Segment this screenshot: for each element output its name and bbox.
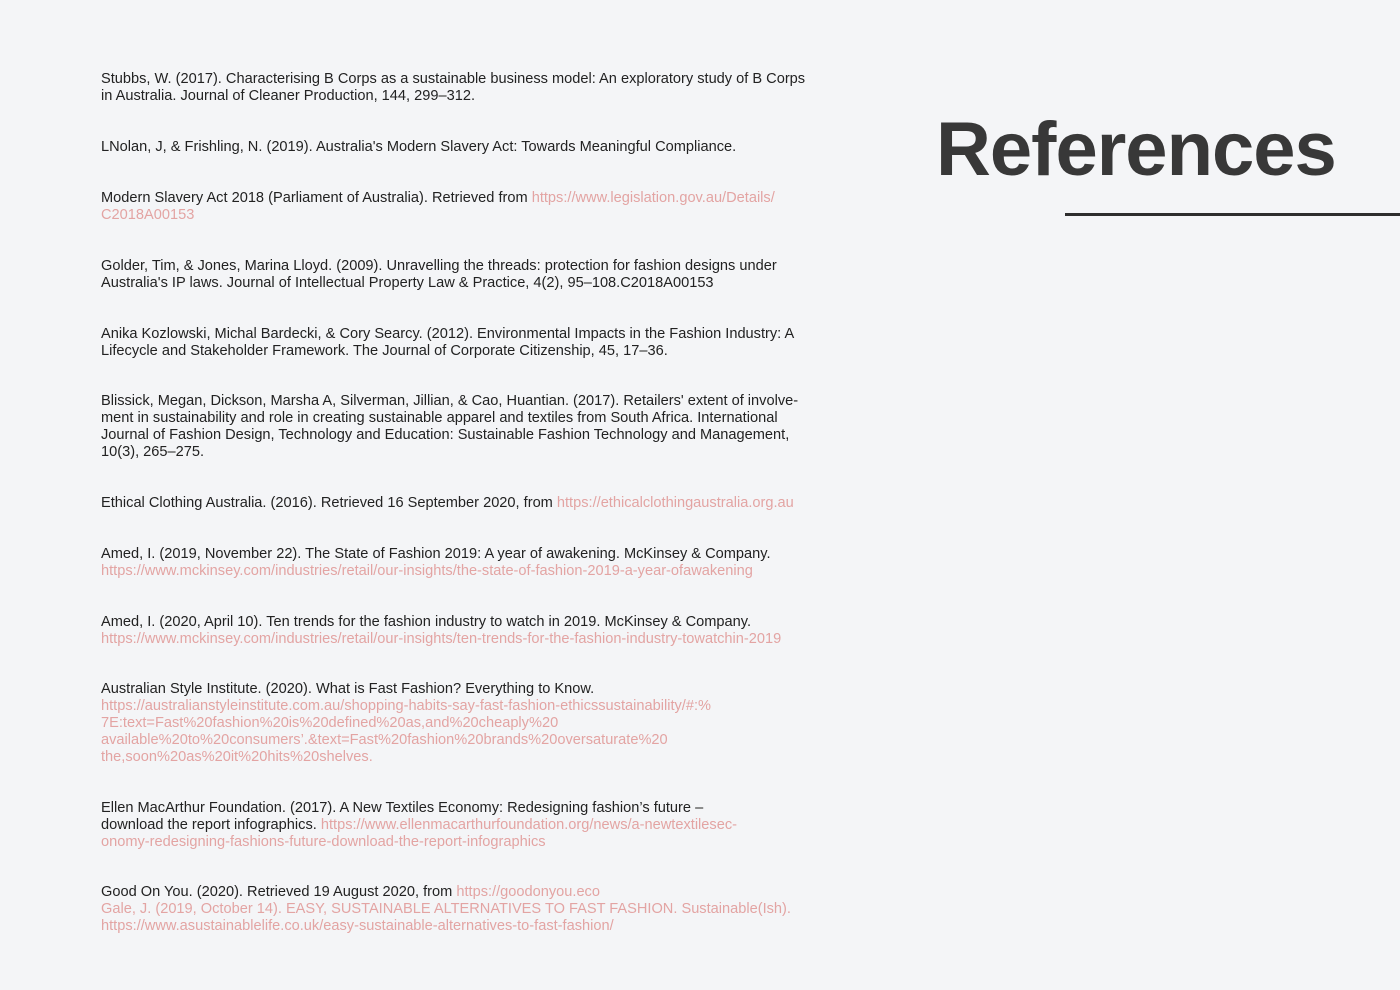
reference-text: Ethical Clothing Australia. (2016). Retrieved 16 September 2020, from [101,495,557,511]
reference-link[interactable]: https://australianstyleinstitute.com.au/shopping-habits-say-fast-fashion-ethicssustainability/#:% [101,698,711,714]
reference-entry [101,71,891,105]
reference-entry [101,139,891,156]
reference-link[interactable]: the,soon%20as%20it%20hits%20shelves. [101,749,373,765]
reference-text: Good On You. (2020). Retrieved 19 August 2020, from [101,884,457,900]
reference-text-line: Golder, Tim, & Jones, Marina Lloyd. (2009). Unravelling the threads: protection for fashion designs under [101,258,777,274]
reference-entry [101,884,891,935]
page-title: References [936,107,1336,192]
reference-text-line: ment in sustainability and role in creating sustainable apparel and textiles from South Africa. International [101,410,778,426]
reference-link[interactable]: Gale, J. (2019, October 14). EASY, SUSTAINABLE ALTERNATIVES TO FAST FASHION. Sustainable(Ish). [101,901,791,917]
reference-link[interactable]: 7E:text=Fast%20fashion%20is%20defined%20as,and%20cheaply%20 [101,715,559,731]
reference-text: Australian Style Institute. (2020). What is Fast Fashion? Everything to Know. [101,681,595,697]
reference-link[interactable]: https://ethicalclothingaustralia.org.au [556,495,794,511]
reference-text-line: Stubbs, W. (2017). Characterising B Corps as a sustainable business model: An exploratory study of B Corps [101,71,806,87]
reference-text-line: Australia's IP laws. Journal of Intellectual Property Law & Practice, 4(2), 95–108.C2018A00153 [101,275,714,291]
reference-link[interactable]: C2018A00153 [101,207,195,223]
reference-link[interactable]: https://www.mckinsey.com/industries/retail/our-insights/ten-trends-for-the-fashion-industry-towatchin-2019 [101,631,782,647]
reference-link[interactable]: available%20to%20consumers’.&text=Fast%20fashion%20brands%20oversaturate%20 [101,732,668,748]
reference-text-line [101,681,891,698]
reference-text: Amed, I. (2020, April 10). Ten trends for the fashion industry to watch in 2019. McKinsey & Company. [101,614,752,630]
title-underline [1065,213,1400,216]
reference-text-line: Lifecycle and Stakeholder Framework. The Journal of Corporate Citizenship, 45, 17–36. [101,343,668,359]
reference-entry [101,495,891,512]
reference-link[interactable]: https://www.asustainablelife.co.uk/easy-sustainable-alternatives-to-fast-fashion/ [101,918,614,934]
reference-text-line [101,817,891,834]
reference-link[interactable]: onomy-redesigning-fashions-future-download-the-report-infographics [101,834,546,850]
reference-link[interactable]: https://www.mckinsey.com/industries/retail/our-insights/the-state-of-fashion-2019-a-year-ofawakening [101,563,753,579]
reference-text: Amed, I. (2019, November 22). The State of Fashion 2019: A year of awakening. McKinsey & Company. [101,546,771,562]
reference-entry [101,190,891,224]
reference-entry [101,681,891,766]
reference-entry [101,326,891,360]
reference-text-line: Blissick, Megan, Dickson, Marsha A, Silverman, Jillian, & Cao, Huantian. (2017). Retailers' extent of involve- [101,393,799,409]
reference-entry [101,614,891,648]
reference-link[interactable]: https://www.ellenmacarthurfoundation.org/news/a-newtextilesec- [320,817,737,833]
reference-link[interactable]: https://goodonyou.eco [456,884,600,900]
reference-entry [101,546,891,580]
reference-entry [101,258,891,292]
reference-text-line: Ellen MacArthur Foundation. (2017). A New Textiles Economy: Redesigning fashion’s future – [101,800,704,816]
reference-text: download the report infographics. [101,817,321,833]
reference-entry [101,800,891,851]
reference-text-line [101,495,891,512]
reference-text-line: Anika Kozlowski, Michal Bardecki, & Cory Searcy. (2012). Environmental Impacts in the Fashion Industry: A [101,326,795,342]
reference-text-line: Journal of Fashion Design, Technology and Education: Sustainable Fashion Technology and Management, [101,427,790,443]
reference-text-line [101,614,891,631]
reference-text-line [101,884,891,901]
reference-text-line [101,190,891,207]
reference-text-line [101,546,891,563]
reference-text: Modern Slavery Act 2018 (Parliament of Australia). Retrieved from [101,190,532,206]
reference-entry [101,393,891,461]
reference-text-line: in Australia. Journal of Cleaner Production, 144, 299–312. [101,88,476,104]
reference-link[interactable]: https://www.legislation.gov.au/Details/ [531,190,775,206]
reference-text-line: LNolan, J, & Frishling, N. (2019). Australia's Modern Slavery Act: Towards Meaningful Compliance. [101,139,737,155]
reference-text-line: 10(3), 265–275. [101,444,205,460]
